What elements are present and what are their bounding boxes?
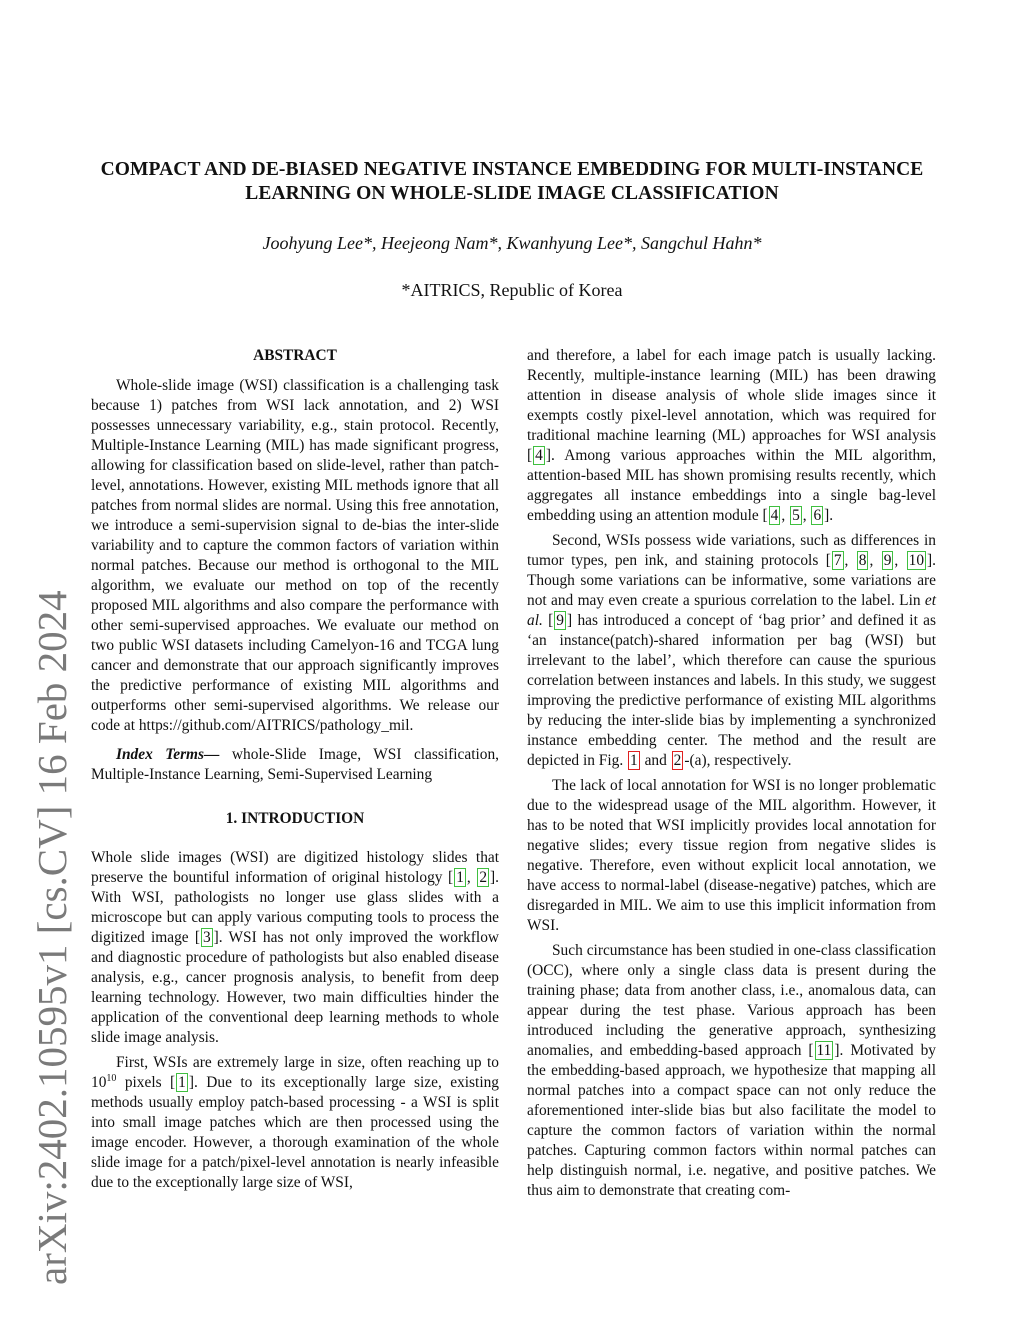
author-list: Joohyung Lee*, Heejeong Nam*, Kwanhyung Lee*, Sangchul Hahn*	[262, 233, 762, 253]
citation-link[interactable]: 9	[883, 552, 892, 569]
citation-link[interactable]: 6	[813, 507, 822, 524]
left-column	[91, 346, 499, 1193]
intro-paragraph-2: First, WSIs are extremely large in size, often reaching up to $10^{10}$ pixels [ 1 ]. Due to its exceptionally large size, existing methods usually employ patch-based processing - a WSI is split into small image patches which are then processed using the image encoder. However, a thorough examination of the whole slide image for a patch/pixel-level annotation is nearly infeasible due to the exceptionally large size of WSI,	[91, 1054, 499, 1191]
citation-link[interactable]: 1	[178, 1074, 186, 1091]
index-terms-label: Index Terms—	[116, 746, 220, 763]
citation-link[interactable]: 7	[833, 552, 842, 569]
citation-link[interactable]: 3	[202, 929, 211, 946]
citation-link[interactable]: 1	[456, 869, 464, 886]
abstract-heading: ABSTRACT	[253, 347, 337, 364]
figure-link[interactable]: 2	[673, 752, 682, 769]
citation-link[interactable]: 5	[792, 507, 800, 524]
citation-link[interactable]: 2	[479, 869, 488, 886]
index-terms-text: whole-Slide Image, WSI classification, Multiple-Instance Learning, Semi-Supervised Learning	[91, 746, 499, 783]
intro-paragraph-4: The lack of local annotation for WSI is no longer problematic due to the widespread usage of the MIL algorithm. However, it has to be noted that WSI implicitly provides local annotation for negative slides; every tissue region from negative slides is negative. Therefore, even without explicit local annotation, we have access to normal-label (disease-negative) patches, which are disregarded in MIL. We aim to use this implicit information from WSI.	[527, 777, 936, 934]
figure-link[interactable]: 1	[630, 752, 638, 769]
intro-heading: 1. INTRODUCTION	[225, 810, 365, 827]
citation-link[interactable]: 4	[535, 447, 543, 464]
citation-link[interactable]: 11	[816, 1042, 832, 1059]
citation-link[interactable]: 10	[908, 552, 925, 569]
citation-link[interactable]: 4	[770, 507, 779, 524]
paper-title: COMPACT AND DE-BIASED NEGATIVE INSTANCE EMBEDDING FOR MULTI-INSTANCE LEARNING ON WHOLE-SLIDE IMAGE CLASSIFICATION	[100, 159, 924, 204]
intro-paragraph-5: Such circumstance has been studied in one-class classification (OCC), where only a single class data is present during the training phase; data from another class, i.e., anomalous data, can appear during the test phase. Various approach has been introduced including the generative approach, synthesizing anomalies, and embedding-based approach [ 11 ]. Motivated by the embedding-based approach, we hypothesize that mapping all normal patches into a compact space can not only reduce the aforementioned inter-slide bias but also facilitate the model to capture the common factors of variation within the normal patches. Capturing common factors within normal patches can help distinguish normal, i.e. negative, and positive patches. We thus aim to demonstrate that creating com-	[527, 942, 936, 1199]
citation-link[interactable]: 9	[556, 612, 564, 629]
right-column	[527, 346, 936, 1201]
intro-paragraph-3: Second, WSIs possess wide variations, such as differences in tumor types, pen ink, and staining protocols [ 7 , 8 , 9 , 10 ]. Though some variations can be informative, some variations are not and may even create a spurious correlation to the label. Lin et al. [ 9 ] has introduced a concept of ‘bag prior’ and defined it as ‘an instance(patch)-shared information per bag (WSI) but irrelevant to the label’, which therefore can cause the spurious correlation between instances and labels. In this study, we suggest improving the predictive performance of existing MIL algorithms by reducing the inter-slide bias by implementing a synchronized instance embedding center. The method and the result are depicted in Fig. 1 and 2 -(a), respectively.	[527, 532, 937, 769]
index-terms	[91, 745, 499, 785]
abstract-text: Whole-slide image (WSI) classification is a challenging task because 1) patches from WSI lack annotation, and 2) WSI possesses unnecessary variability, e.g., stain protocol. Recently, Multiple-Instance Learning (MIL) has made significant progress, allowing for classification based on slide-level, rather than patch-level, annotations. However, existing MIL methods ignore that all patches from normal slides are normal. Using this free annotation, we introduce a semi-supervision signal to de-bias the inter-slide variability and to capture the common factors of variation within normal patches. Because our method is orthogonal to the MIL algorithm, we evaluate our method on top of the recently proposed MIL algorithms and also compare the performance with other semi-supervised approaches. We evaluate our method on two public WSI datasets including Camelyon-16 and TCGA lung cancer and demonstrate that our approach significantly improves the predictive performance of existing MIL algorithms and outperforms other semi-supervised algorithms. We release our code at https://github.com/AITRICS/pathology_mil.	[91, 377, 499, 734]
affiliation: *AITRICS, Republic of Korea	[401, 280, 623, 300]
intro-paragraph-1: Whole slide images (WSI) are digitized histology slides that preserve the bountiful information of original histology [ 1 , 2 ]. With WSI, pathologists no longer use glass slides with a microscope but can apply various computing tools to process the digitized image [ 3 ]. WSI has not only improved the workflow and diagnostic procedure of pathologists but also enabled disease analysis, e.g., cancer prognosis analysis, to benefit from deep learning technology. However, two main difficulties hinder the application of the conventional deep learning methods to whole slide image analysis.	[91, 849, 500, 1046]
arxiv-identifier: arXiv:2402.10595v1 [cs.CV] 16 Feb 2024	[29, 590, 75, 1285]
intro-paragraph-2-continued: and therefore, a label for each image patch is usually lacking. Recently, multiple-instance learning (MIL) has been drawing attention in disease analysis of whole slide images since it exempts costly pixel-level annotation, which was required for traditional machine learning (ML) approaches for WSI analysis [ 4 ]. Among various approaches within the MIL algorithm, attention-based MIL has shown promising results recently, which aggregates all instance embeddings into a single bag-level embedding using an attention module [ 4 , 5 , 6 ].	[527, 347, 936, 524]
citation-link[interactable]: 8	[858, 552, 867, 569]
